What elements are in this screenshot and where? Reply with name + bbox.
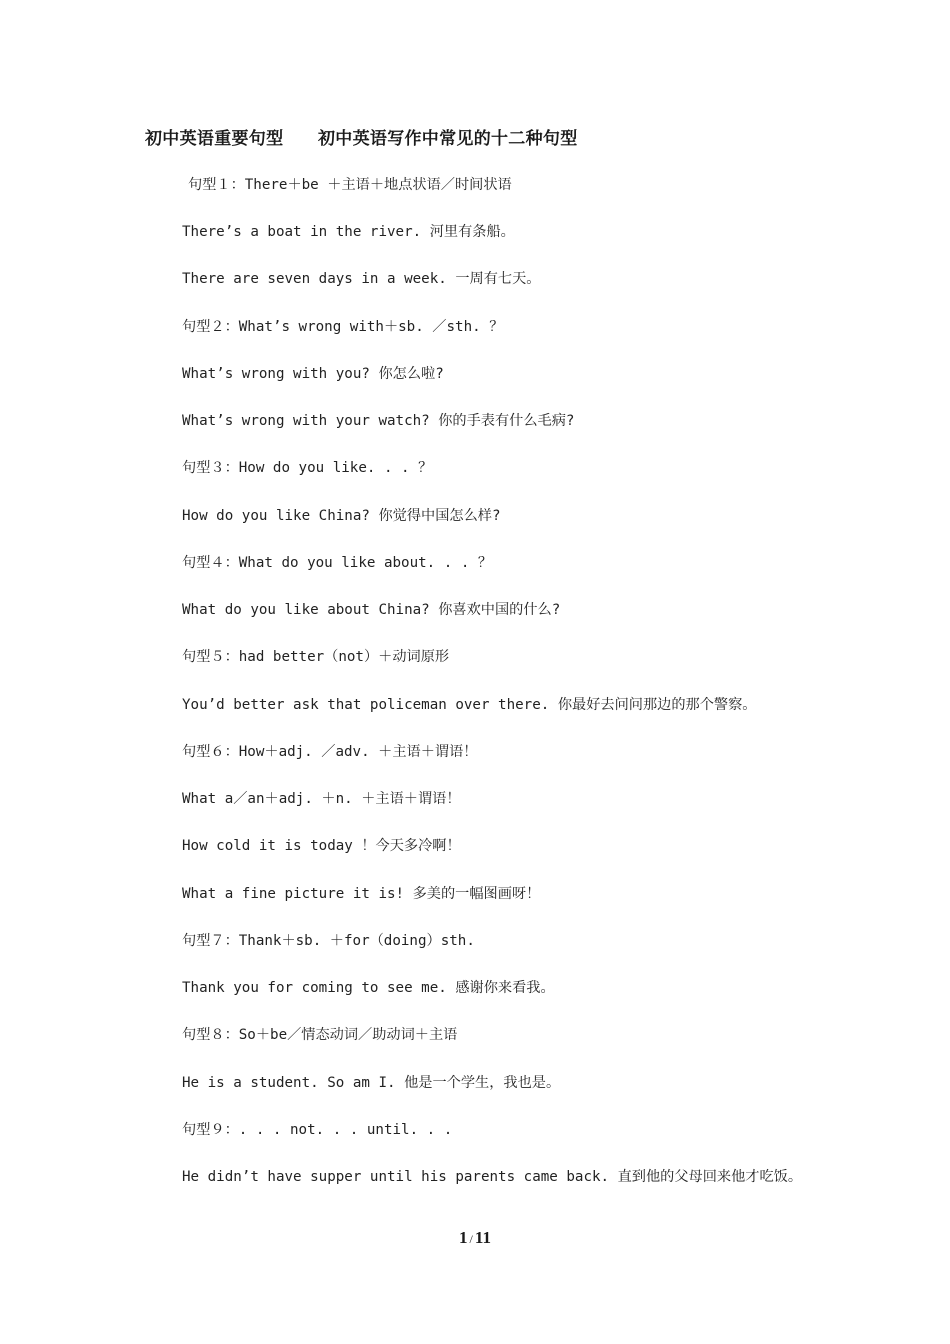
example-sentence: Thank you for coming to see me. 感谢你来看我。 [182,980,555,996]
pattern-heading-7: 句型７：Thank＋sb. ＋for（doing）sth. [182,933,475,949]
pattern-heading-2: 句型２：What’s wrong with＋sb. ／sth. ？ [182,319,504,335]
current-page: 1 [459,1228,468,1247]
example-sentence: What’s wrong with you? 你怎么啦? [182,366,444,382]
pattern-heading-8: 句型８：So＋be／情态动词／助动词＋主语 [182,1027,458,1043]
page-number [0,1228,950,1248]
example-sentence: He didn’t have supper until his parents came back. 直到他的父母回来他才吃饭。 [182,1169,803,1185]
example-sentence: How cold it is today ！今天多冷啊！ [182,838,461,854]
example-sentence: What’s wrong with your watch? 你的手表有什么毛病? [182,413,575,429]
pattern-heading-1: 句型１：There＋be ＋主语＋地点状语／时间状语 [188,177,512,193]
pattern-heading-3: 句型３：How do you like. . . ？ [182,460,433,476]
example-sentence: How do you like China? 你觉得中国怎么样? [182,508,501,524]
pattern-heading-4: 句型４：What do you like about. . . ？ [182,555,493,571]
example-sentence: What do you like about China? 你喜欢中国的什么? [182,602,561,618]
example-sentence: There’s a boat in the river. 河里有条船。 [182,224,515,240]
example-sentence: What a fine picture it is! 多美的一幅图画呀！ [182,886,541,902]
pattern-heading-6: 句型６：How＋adj. ／adv. ＋主语＋谓语！ [182,744,478,760]
example-sentence: There are seven days in a week. 一周有七天。 [182,271,541,287]
example-sentence: He is a student. So am I. 他是一个学生，我也是。 [182,1075,561,1091]
pattern-heading-9: 句型９：. . . not. . . until. . . [182,1122,453,1138]
total-pages: 11 [474,1228,491,1247]
pattern-heading-5: 句型５：had better（not）＋动词原形 [182,649,450,665]
page-separator: / [469,1232,473,1246]
example-sentence: You’d better ask that policeman over there. 你最好去问问那边的那个警察。 [182,697,757,713]
pattern-formula: What a／an＋adj. ＋n. ＋主语＋谓语！ [182,791,461,807]
document-title: 初中英语重要句型 初中英语写作中常见的十二种句型 [145,129,578,149]
